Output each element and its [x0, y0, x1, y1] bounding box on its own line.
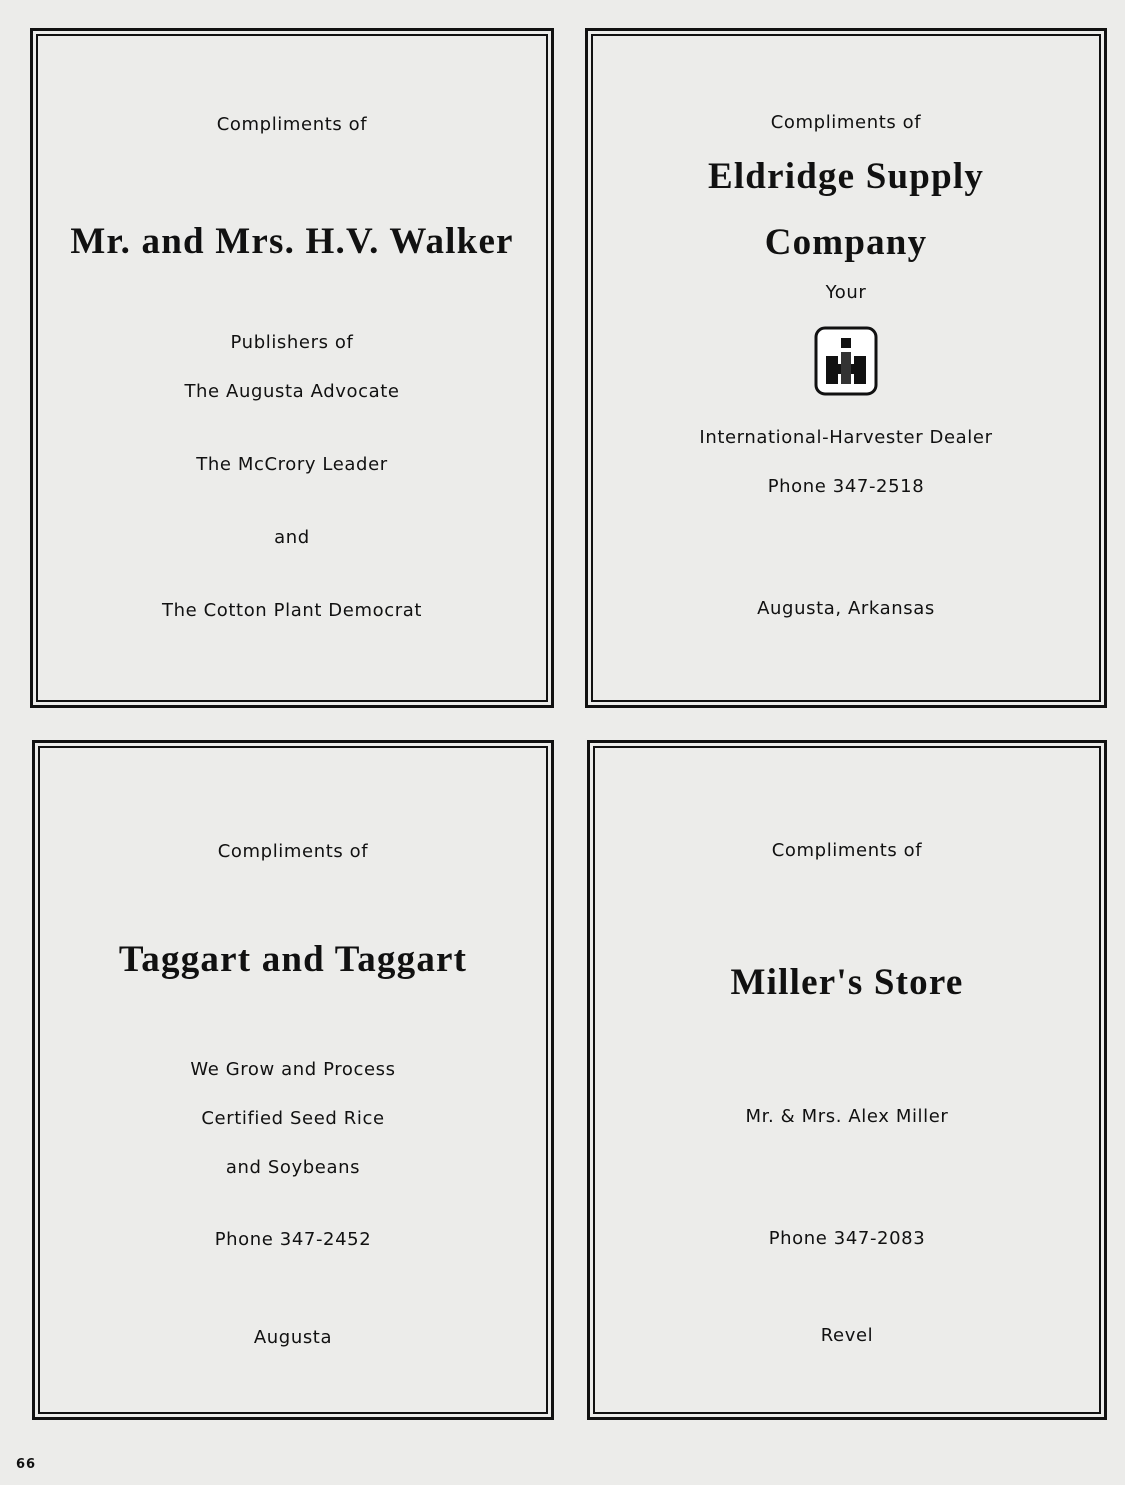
dealer-text: International-Harvester Dealer [699, 427, 993, 448]
owners-text: Mr. & Mrs. Alex Miller [745, 1106, 949, 1127]
taggart-name: Taggart and Taggart [118, 939, 468, 980]
compliments-text: Compliments of [771, 840, 923, 861]
ad-taggart-inner-border [38, 746, 548, 1414]
ad-millers [587, 740, 1107, 1420]
location-text: Revel [820, 1325, 874, 1346]
seed-rice-text: Certified Seed Rice [201, 1108, 385, 1129]
eldridge-name-line2: Company [764, 222, 928, 263]
international-harvester-logo-icon [814, 326, 878, 396]
phone-text: Phone 347-2083 [768, 1228, 926, 1249]
ad-walker-inner-border [36, 34, 548, 702]
ad-millers-inner-border [593, 746, 1101, 1414]
publishers-text: Publishers of [230, 332, 354, 353]
paper-cotton-plant-democrat: The Cotton Plant Democrat [162, 600, 422, 621]
ad-walker [30, 28, 554, 708]
your-text: Your [825, 282, 867, 303]
soybeans-text: and Soybeans [225, 1157, 361, 1178]
ad-eldridge-inner-border [591, 34, 1101, 702]
phone-text: Phone 347-2518 [767, 476, 925, 497]
millers-name: Miller's Store [730, 962, 964, 1003]
ad-taggart [32, 740, 554, 1420]
ad-eldridge [585, 28, 1107, 708]
location-text: Augusta, Arkansas [757, 598, 935, 619]
and-text: and [274, 527, 310, 548]
compliments-text: Compliments of [217, 841, 369, 862]
grow-process-text: We Grow and Process [190, 1059, 396, 1080]
eldridge-name-line1: Eldridge Supply [707, 156, 985, 197]
location-text: Augusta [253, 1327, 333, 1348]
compliments-text: Compliments of [770, 112, 922, 133]
walker-name: Mr. and Mrs. H.V. Walker [70, 221, 514, 262]
compliments-text: Compliments of [216, 114, 368, 135]
phone-text: Phone 347-2452 [214, 1229, 372, 1250]
paper-augusta-advocate: The Augusta Advocate [184, 381, 400, 402]
page-number: 66 [16, 1457, 37, 1472]
paper-mccrory-leader: The McCrory Leader [196, 454, 388, 475]
